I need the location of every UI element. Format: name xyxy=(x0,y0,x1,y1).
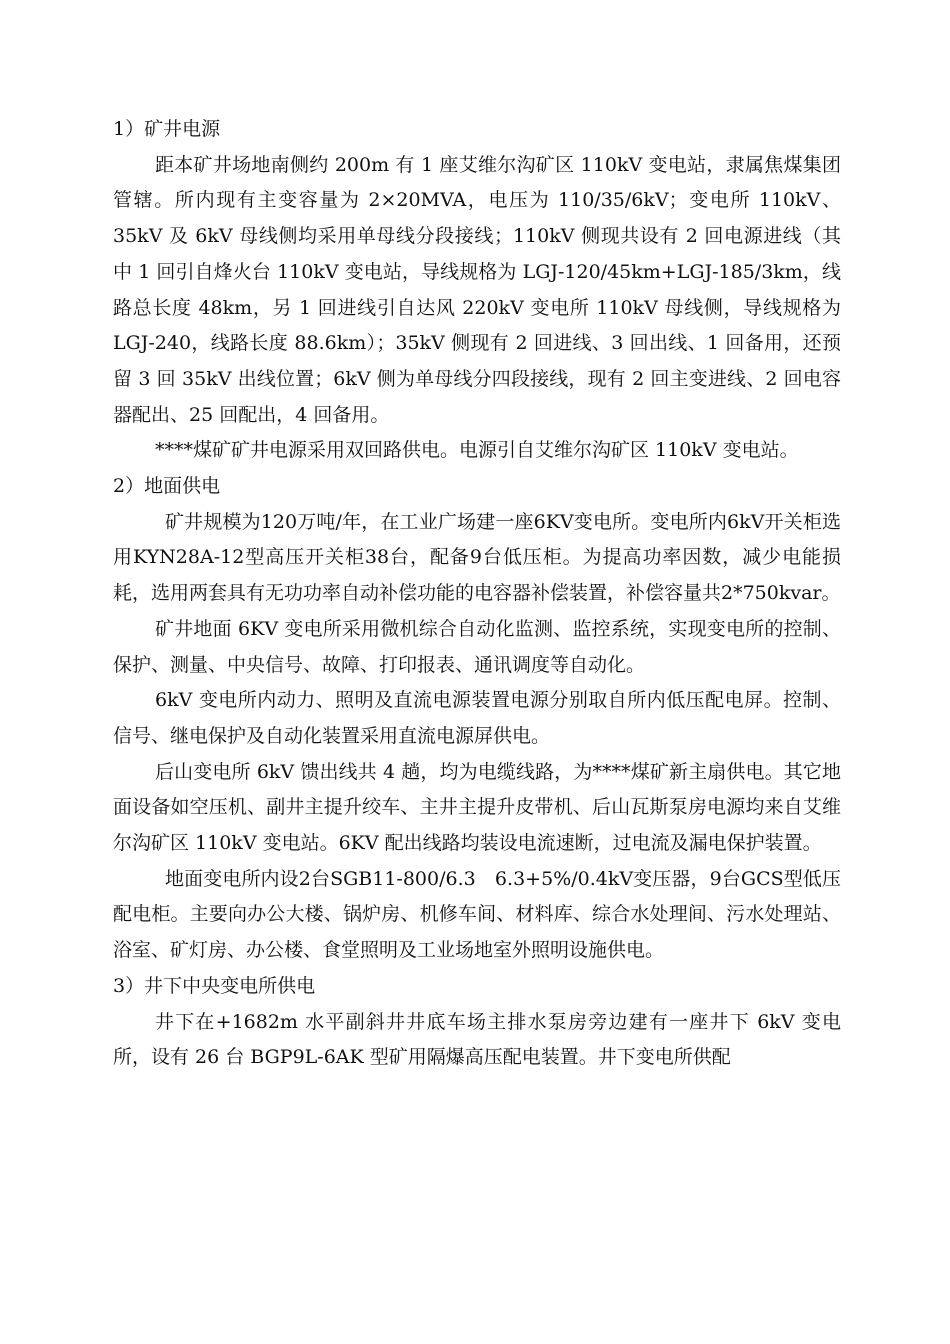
section-heading-underground-substation: 3）井下中央变电所供电 xyxy=(113,974,316,997)
document-body xyxy=(113,112,841,1076)
paragraph-dual-circuit-supply: ****煤矿矿井电源采用双回路供电。电源引自艾维尔沟矿区 110kV 变电站。 xyxy=(155,439,799,462)
paragraph-feeder-lines: 后山变电所 6kV 馈出线共 4 趟，均为电缆线路，为****煤矿新主扇供电。其它地面设备如空压机、副井主提升绞车、主井主提升皮带机、后山瓦斯泵房电源均来自艾维尔沟矿区 110kV 变电站。6KV 配出线路均装设电流速断，过电流及漏电保护装置。 xyxy=(113,760,841,855)
paragraph-dc-power: 6kV 变电所内动力、照明及直流电源装置电源分别取自所内低压配电屏。控制、信号、继电保护及自动化装置采用直流电源屏供电。 xyxy=(113,689,841,747)
section-heading-surface-supply: 2）地面供电 xyxy=(113,475,221,498)
paragraph-underground-substation: 井下在+1682m 水平副斜井井底车场主排水泵房旁边建有一座井下 6kV 变电所，设有 26 台 BGP9L-6AK 型矿用隔爆高压配电装置。井下变电所供配 xyxy=(113,1010,841,1069)
paragraph-substation-description: 距本矿井场地南侧约 200m 有 1 座艾维尔沟矿区 110kV 变电站，隶属焦煤集团管辖。所内现有主变容量为 2×20MVA，电压为 110/35/6kV；变电所 110kV、35kV 及 6kV 母线侧均采用单母线分段接线；110kV 侧现共设有 2 回电源进线（其中 1 回引自烽火台 110kV 变电站，导线规格为 LGJ-120/45km+LGJ-185/3km，线路总长度 48km，另 1 回进线引自达风 220kV 变电所 110kV 母线侧，导线规格为 LGJ-240，线路长度 88.6km）；35kV 侧现有 2 回进线、3 回出线、1 回备用，还预留 3 回 35kV 出线位置；6kV 侧为单母线分四段接线，现有 2 回主变进线、2 回电容器配出、25 回配出，4 回备用。 xyxy=(113,153,841,426)
paragraph-mine-scale: 矿井规模为120万吨/年，在工业广场建一座6KV变电所。变电所内6kV开关柜选用KYN28A-12型高压开关柜38台，配备9台低压柜。为提高功率因数，减少电能损耗，选用两套具有无功功率自动补偿功能的电容器补偿装置，补偿容量共2*750kvar。 xyxy=(113,510,841,605)
section-heading-mine-power: 1）矿井电源 xyxy=(113,118,221,140)
paragraph-automation-system: 矿井地面 6KV 变电所采用微机综合自动化监测、监控系统，实现变电所的控制、保护、测量、中央信号、故障、打印报表、通讯调度等自动化。 xyxy=(113,617,841,676)
paragraph-transformers: 地面变电所内设2台SGB11-800/6.3 6.3+5%/0.4kV变压器，9台GCS型低压配电柜。主要向办公大楼、锅炉房、机修车间、材料库、综合水处理间、污水处理站、浴室、矿灯房、办公楼、食堂照明及工业场地室外照明设施供电。 xyxy=(113,867,841,962)
